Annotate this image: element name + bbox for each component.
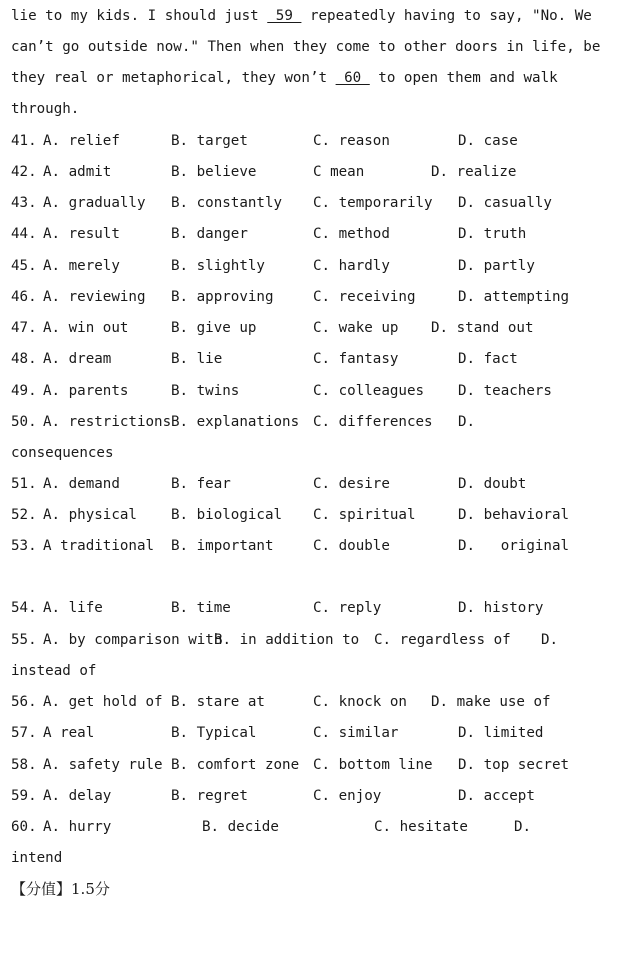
question-number: 48. xyxy=(11,351,37,367)
option-d: D. teachers xyxy=(458,383,552,399)
option-a: A. relief xyxy=(43,133,120,149)
blank-60: 60 xyxy=(335,70,370,86)
option-c: C. desire xyxy=(313,476,390,492)
option-a: A. life xyxy=(43,600,103,616)
question-number: 42. xyxy=(11,164,37,180)
question-number: 41. xyxy=(11,133,37,149)
option-a: A. gradually xyxy=(43,195,146,211)
option-a: A. delay xyxy=(43,788,112,804)
option-b: B. comfort zone xyxy=(171,757,300,773)
option-d: D. attempting xyxy=(458,289,570,305)
option-a: A. safety rule xyxy=(43,757,163,773)
option-a: A. demand xyxy=(43,476,120,492)
question-43 xyxy=(11,193,552,213)
option-c: C. wake up xyxy=(313,320,399,336)
option-d: D. truth xyxy=(458,226,527,242)
option-a: A. by comparison with xyxy=(43,632,223,648)
option-c: C. hesitate xyxy=(374,819,468,835)
question-52 xyxy=(11,505,570,525)
option-c: C. regardless of xyxy=(374,632,511,648)
option-c: C. reply xyxy=(313,600,382,616)
option-b: B. twins xyxy=(171,383,240,399)
question-54 xyxy=(11,598,544,618)
option-a: A. reviewing xyxy=(43,289,146,305)
question-47 xyxy=(11,318,534,338)
option-b: B. regret xyxy=(171,788,248,804)
passage-line-3 xyxy=(11,68,558,88)
option-a: A. restrictions xyxy=(43,414,172,430)
question-45 xyxy=(11,256,535,276)
option-a: A. get hold of xyxy=(43,694,163,710)
option-a: A. merely xyxy=(43,258,120,274)
option-d: D. casually xyxy=(458,195,552,211)
question-number: 45. xyxy=(11,258,37,274)
option-d-continued: instead of xyxy=(11,663,97,679)
option-b: B. give up xyxy=(171,320,257,336)
option-b: B. slightly xyxy=(171,258,265,274)
score-value-line xyxy=(11,879,110,899)
question-number: 52. xyxy=(11,507,37,523)
option-a: A. parents xyxy=(43,383,129,399)
passage-text: to open them and walk xyxy=(369,70,558,86)
question-58 xyxy=(11,755,570,775)
option-d: D. doubt xyxy=(458,476,527,492)
option-c: C. knock on xyxy=(313,694,407,710)
option-c: C. double xyxy=(313,538,390,554)
option-c: C. differences xyxy=(313,414,433,430)
option-c: C. method xyxy=(313,226,390,242)
option-a: A traditional xyxy=(43,538,155,554)
option-d: D. partly xyxy=(458,258,535,274)
question-number: 60. xyxy=(11,819,37,835)
question-number: 53. xyxy=(11,538,37,554)
option-b: B. in addition to xyxy=(214,632,360,648)
option-d: D. make use of xyxy=(431,694,551,710)
option-d: D. stand out xyxy=(431,320,534,336)
passage-line-1 xyxy=(11,6,592,26)
passage-text: lie to my kids. I should just xyxy=(11,8,268,24)
option-b: B. stare at xyxy=(171,694,265,710)
option-d: D. case xyxy=(458,133,518,149)
score-value: 1.5分 xyxy=(71,880,110,898)
option-a: A. admit xyxy=(43,164,112,180)
option-b: B. constantly xyxy=(171,195,283,211)
question-number: 57. xyxy=(11,725,37,741)
question-number: 47. xyxy=(11,320,37,336)
option-c: C. fantasy xyxy=(313,351,399,367)
option-d: D. limited xyxy=(458,725,544,741)
option-b: B. important xyxy=(171,538,274,554)
option-d: D. accept xyxy=(458,788,535,804)
passage-line-4: through. xyxy=(11,101,80,117)
option-a: A. hurry xyxy=(43,819,112,835)
option-b: B. target xyxy=(171,133,248,149)
question-number: 43. xyxy=(11,195,37,211)
question-number: 50. xyxy=(11,414,37,430)
question-55 xyxy=(11,630,559,650)
score-label: 【分值】 xyxy=(11,880,72,898)
option-d: D. realize xyxy=(431,164,517,180)
option-b: B. lie xyxy=(171,351,223,367)
question-44 xyxy=(11,224,527,244)
option-d: D. fact xyxy=(458,351,518,367)
option-a: A. win out xyxy=(43,320,129,336)
question-51 xyxy=(11,474,527,494)
passage-text: repeatedly having to say, "No. We xyxy=(301,8,592,24)
question-number: 49. xyxy=(11,383,37,399)
option-c: C mean xyxy=(313,164,365,180)
option-c: C. temporarily xyxy=(313,195,433,211)
option-d: D. xyxy=(458,414,476,430)
option-c: C. enjoy xyxy=(313,788,382,804)
option-c: C. spiritual xyxy=(313,507,416,523)
question-53 xyxy=(11,536,570,556)
option-c: C. reason xyxy=(313,133,390,149)
blank-59: 59 xyxy=(267,8,302,24)
passage-text: they real or metaphorical, they won’t xyxy=(11,70,336,86)
question-57 xyxy=(11,723,544,743)
option-c: C. bottom line xyxy=(313,757,433,773)
question-60 xyxy=(11,817,532,837)
option-b: B. explanations xyxy=(171,414,300,430)
option-b: B. biological xyxy=(171,507,283,523)
question-41 xyxy=(11,131,518,151)
option-d: D. behavioral xyxy=(458,507,570,523)
question-46 xyxy=(11,287,570,307)
question-56 xyxy=(11,692,551,712)
option-a: A. result xyxy=(43,226,120,242)
question-number: 56. xyxy=(11,694,37,710)
question-49 xyxy=(11,381,552,401)
option-a: A real xyxy=(43,725,95,741)
option-b: B. Typical xyxy=(171,725,257,741)
option-b: B. fear xyxy=(171,476,231,492)
option-b: B. approving xyxy=(171,289,274,305)
option-c: C. receiving xyxy=(313,289,416,305)
question-number: 54. xyxy=(11,600,37,616)
option-c: C. hardly xyxy=(313,258,390,274)
option-b: B. believe xyxy=(171,164,257,180)
option-d-continued: intend xyxy=(11,850,63,866)
option-b: B. time xyxy=(171,600,231,616)
question-number: 55. xyxy=(11,632,37,648)
question-number: 46. xyxy=(11,289,37,305)
question-number: 58. xyxy=(11,757,37,773)
passage-line-2: can’t go outside now." Then when they come to other doors in life, be xyxy=(11,39,601,55)
question-number: 44. xyxy=(11,226,37,242)
question-59 xyxy=(11,786,535,806)
option-d: D. original xyxy=(458,538,570,554)
question-number: 59. xyxy=(11,788,37,804)
question-number: 51. xyxy=(11,476,37,492)
question-48 xyxy=(11,349,518,369)
option-d: D. xyxy=(514,819,532,835)
option-d-continued: consequences xyxy=(11,445,114,461)
option-c: C. colleagues xyxy=(313,383,425,399)
option-d: D. xyxy=(541,632,559,648)
question-50 xyxy=(11,412,476,432)
question-42 xyxy=(11,162,517,182)
option-b: B. decide xyxy=(202,819,279,835)
option-d: D. top secret xyxy=(458,757,570,773)
option-a: A. dream xyxy=(43,351,112,367)
option-d: D. history xyxy=(458,600,544,616)
option-c: C. similar xyxy=(313,725,399,741)
option-b: B. danger xyxy=(171,226,248,242)
option-a: A. physical xyxy=(43,507,137,523)
